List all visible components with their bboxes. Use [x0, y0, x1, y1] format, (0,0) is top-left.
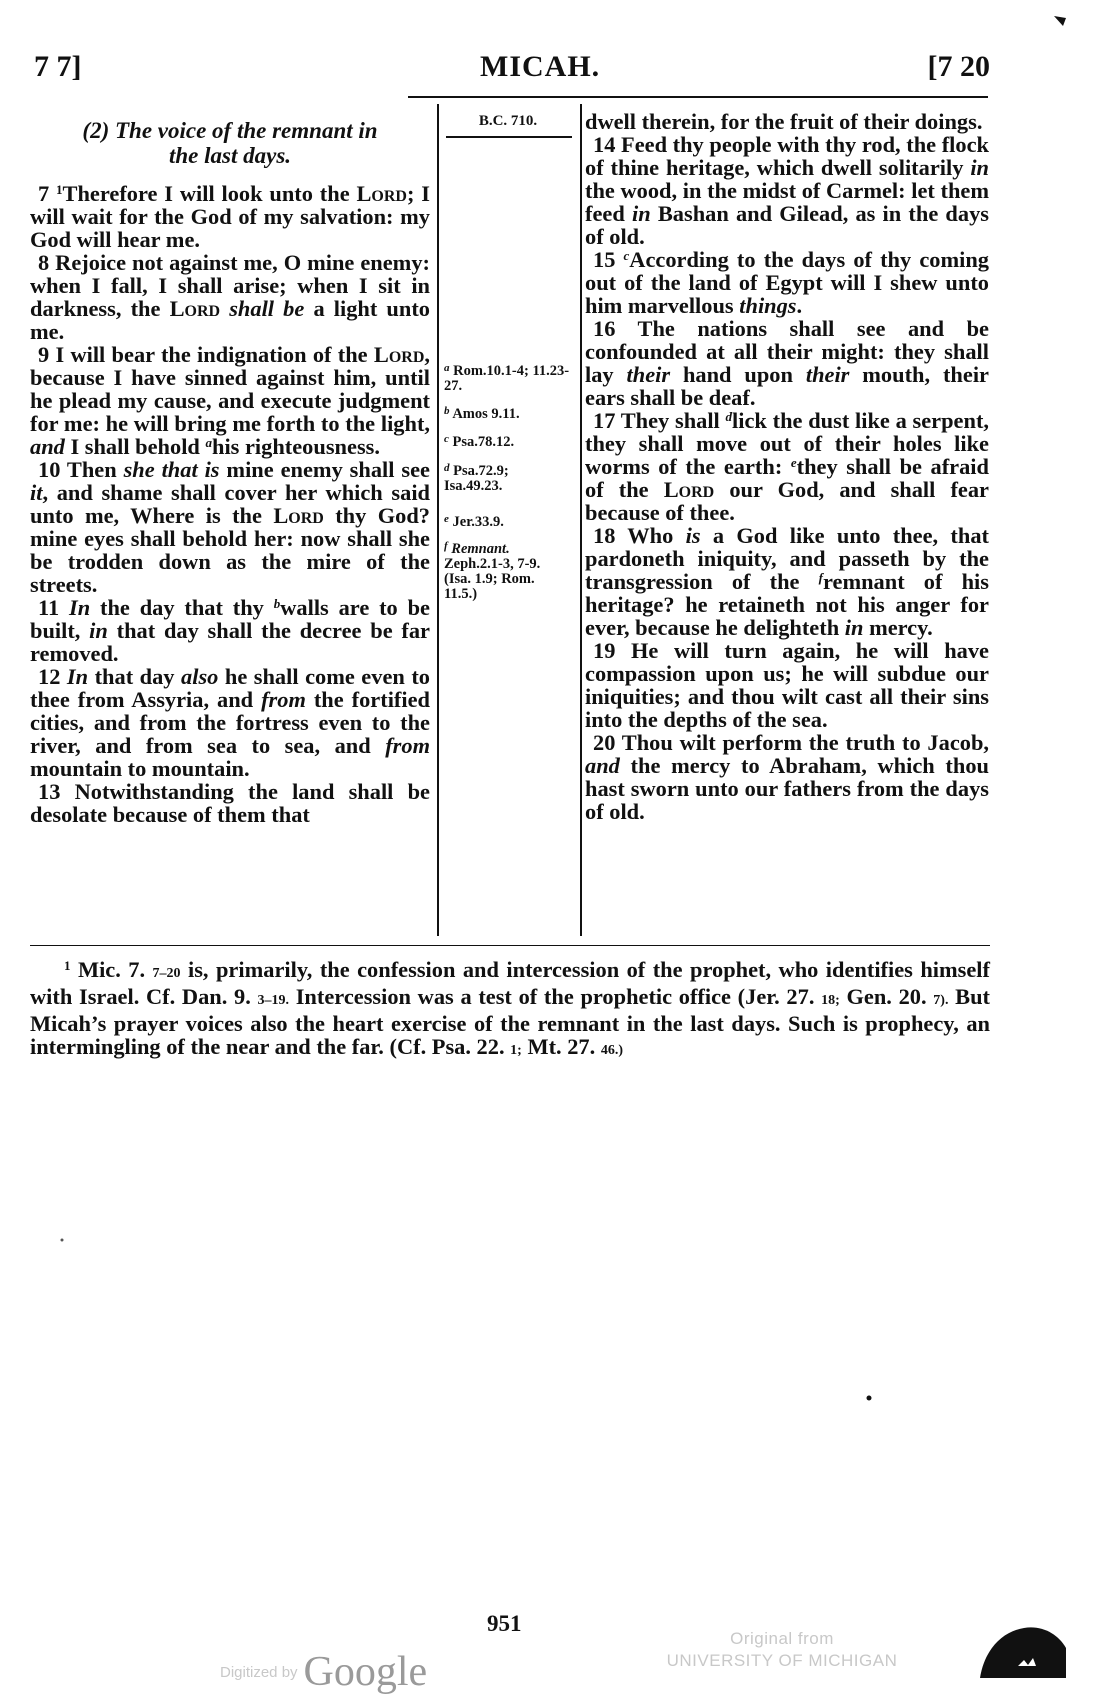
column-rule-left: [437, 104, 439, 936]
left-column: [30, 118, 430, 826]
verse-18: 18 Who is a God like unto thee, that pardoneth iniquity, and passeth by the transgression of the $^f$remnant of his heritage? he retaineth not his anger for ever, because he delighteth in mercy.: [585, 523, 989, 640]
footnote-mark: 1: [56, 182, 63, 197]
verse-17: 17 They shall $^d$lick the dust like a serpent, they shall move out of their holes like worms of the earth: $^e$they shall be afraid of the Lord our God, and shall fear because of thee.: [585, 408, 989, 525]
header-book-title: MICAH.: [480, 50, 601, 83]
header-rule: [408, 96, 988, 98]
margin-ref-e: $^e$ Jer.33.9.: [444, 513, 504, 530]
column-rule-right: [580, 104, 582, 936]
verse-10: 10 Then she that is mine enemy shall see it, and shame shall cover her which said unto me, Where is the Lord thy God? mine eyes shall behold her: now shall she be trodden down as the mire of the streets.: [30, 457, 430, 597]
section-heading: [30, 118, 430, 168]
date-rule: [446, 136, 572, 138]
heading-line-2: the last days.: [168, 143, 292, 168]
ink-speck: [866, 1395, 872, 1401]
footnote-rule: [30, 945, 990, 946]
header-left-ref: 7 7]: [34, 50, 82, 83]
verse-15: 15 $^c$According to the days of thy coming out of the land of Egypt will I shew unto him marvellous things.: [585, 247, 989, 318]
date-label: B.C. 710.: [478, 113, 538, 129]
cross-ref-mark: d: [725, 409, 733, 424]
digitized-by-watermark: Digitized by Google: [220, 1649, 428, 1695]
margin-ref-b: $^b$ Amos 9.11.: [444, 405, 520, 422]
footnote-number: 1: [64, 958, 71, 973]
google-logo-text: Google: [303, 1649, 428, 1695]
margin-ref-a: $^a$ Rom.10.1-4; 11.23-27.: [444, 362, 570, 394]
margin-ref-c: $^c$ Psa.78.12.: [444, 433, 515, 450]
cross-ref-mark: c: [623, 248, 630, 263]
verse-13-continued: dwell therein, for the fruit of their doings.: [585, 109, 983, 134]
library-seal-icon: [978, 1622, 1068, 1680]
cross-ref-mark: f: [818, 570, 823, 585]
right-column: [585, 110, 989, 823]
original-from-watermark: Original from UNIVERSITY OF MICHIGAN: [666, 1629, 898, 1670]
cross-ref-mark: b: [273, 596, 281, 611]
header-right-ref: [7 20: [927, 50, 990, 83]
verse-9: 9 I will bear the indignation of the Lord, because I have sinned against him, until he plead my cause, and execute judgment for me: he will bring me forth to the light, and I shall behold $^a$his righteousness.: [30, 342, 430, 459]
verse-8: 8 Rejoice not against me, O mine enemy: when I fall, I shall arise; when I sit in darkness, the Lord shall be a light unto me.: [30, 250, 430, 344]
cross-ref-mark: e: [790, 455, 797, 470]
verse-20: 20 Thou wilt perform the truth to Jacob, and the mercy to Abraham, which thou hast sworn unto our fathers from the days of old.: [585, 730, 989, 824]
verse-13: 13 Notwithstanding the land shall be desolate because of them that: [30, 779, 430, 827]
heading-line-1: (2) The voice of the remnant in: [82, 118, 378, 143]
cross-ref-mark: a: [205, 435, 212, 450]
verse-7: 7 $^1$Therefore I will look unto the Lord; I will wait for the God of my salvation: my God will hear me.: [30, 181, 430, 252]
margin-ref-d: $^d$ Psa.72.9; Isa.49.23.: [444, 462, 509, 494]
ink-speck: [60, 1238, 64, 1242]
verse-19: 19 He will turn again, he will have compassion upon us; he will subdue our iniquities; and thou wilt cast all their sins into the depths of the sea.: [585, 638, 989, 732]
verse-11: 11 In the day that thy $^b$walls are to be built, in that day shall the decree be far removed.: [30, 595, 430, 666]
verse-16: 16 The nations shall see and be confounded at all their might: they shall lay their hand upon their mouth, their ears shall be deaf.: [585, 316, 989, 410]
footnote: $^1$ Mic. 7. 7–20 is, primarily, the confession and intercession of the prophet, who identifies himself with Israel. Cf. Dan. 9. 3–19. Intercession was a test of the prophetic office (Jer. 27. 18; Gen. 20. 7). But Micah’s prayer voices also the heart exercise of the remnant in the last days. Such is prophecy, an intermingling of the near and the far. (Cf. Psa. 22. 1; Mt. 27. 46.): [30, 957, 991, 1059]
verse-12: 12 In that day also he shall come even to thee from Assyria, and from the fortified cities, and from the fortress even to the river, and from sea to sea, and from mountain to mountain.: [30, 664, 430, 781]
running-header: [30, 50, 990, 92]
page-number: 951: [487, 1611, 522, 1636]
corner-mark-icon: [1054, 16, 1066, 26]
verse-14: 14 Feed thy people with thy rod, the flock of thine heritage, which dwell solitarily in the wood, in the midst of Carmel: let them feed in Bashan and Gilead, as in the days of old.: [585, 132, 989, 249]
margin-ref-f: $^f$ Remnant. Zeph.2.1-3, 7-9. (Isa. 1.9; Rom. 11.5.): [444, 540, 541, 602]
